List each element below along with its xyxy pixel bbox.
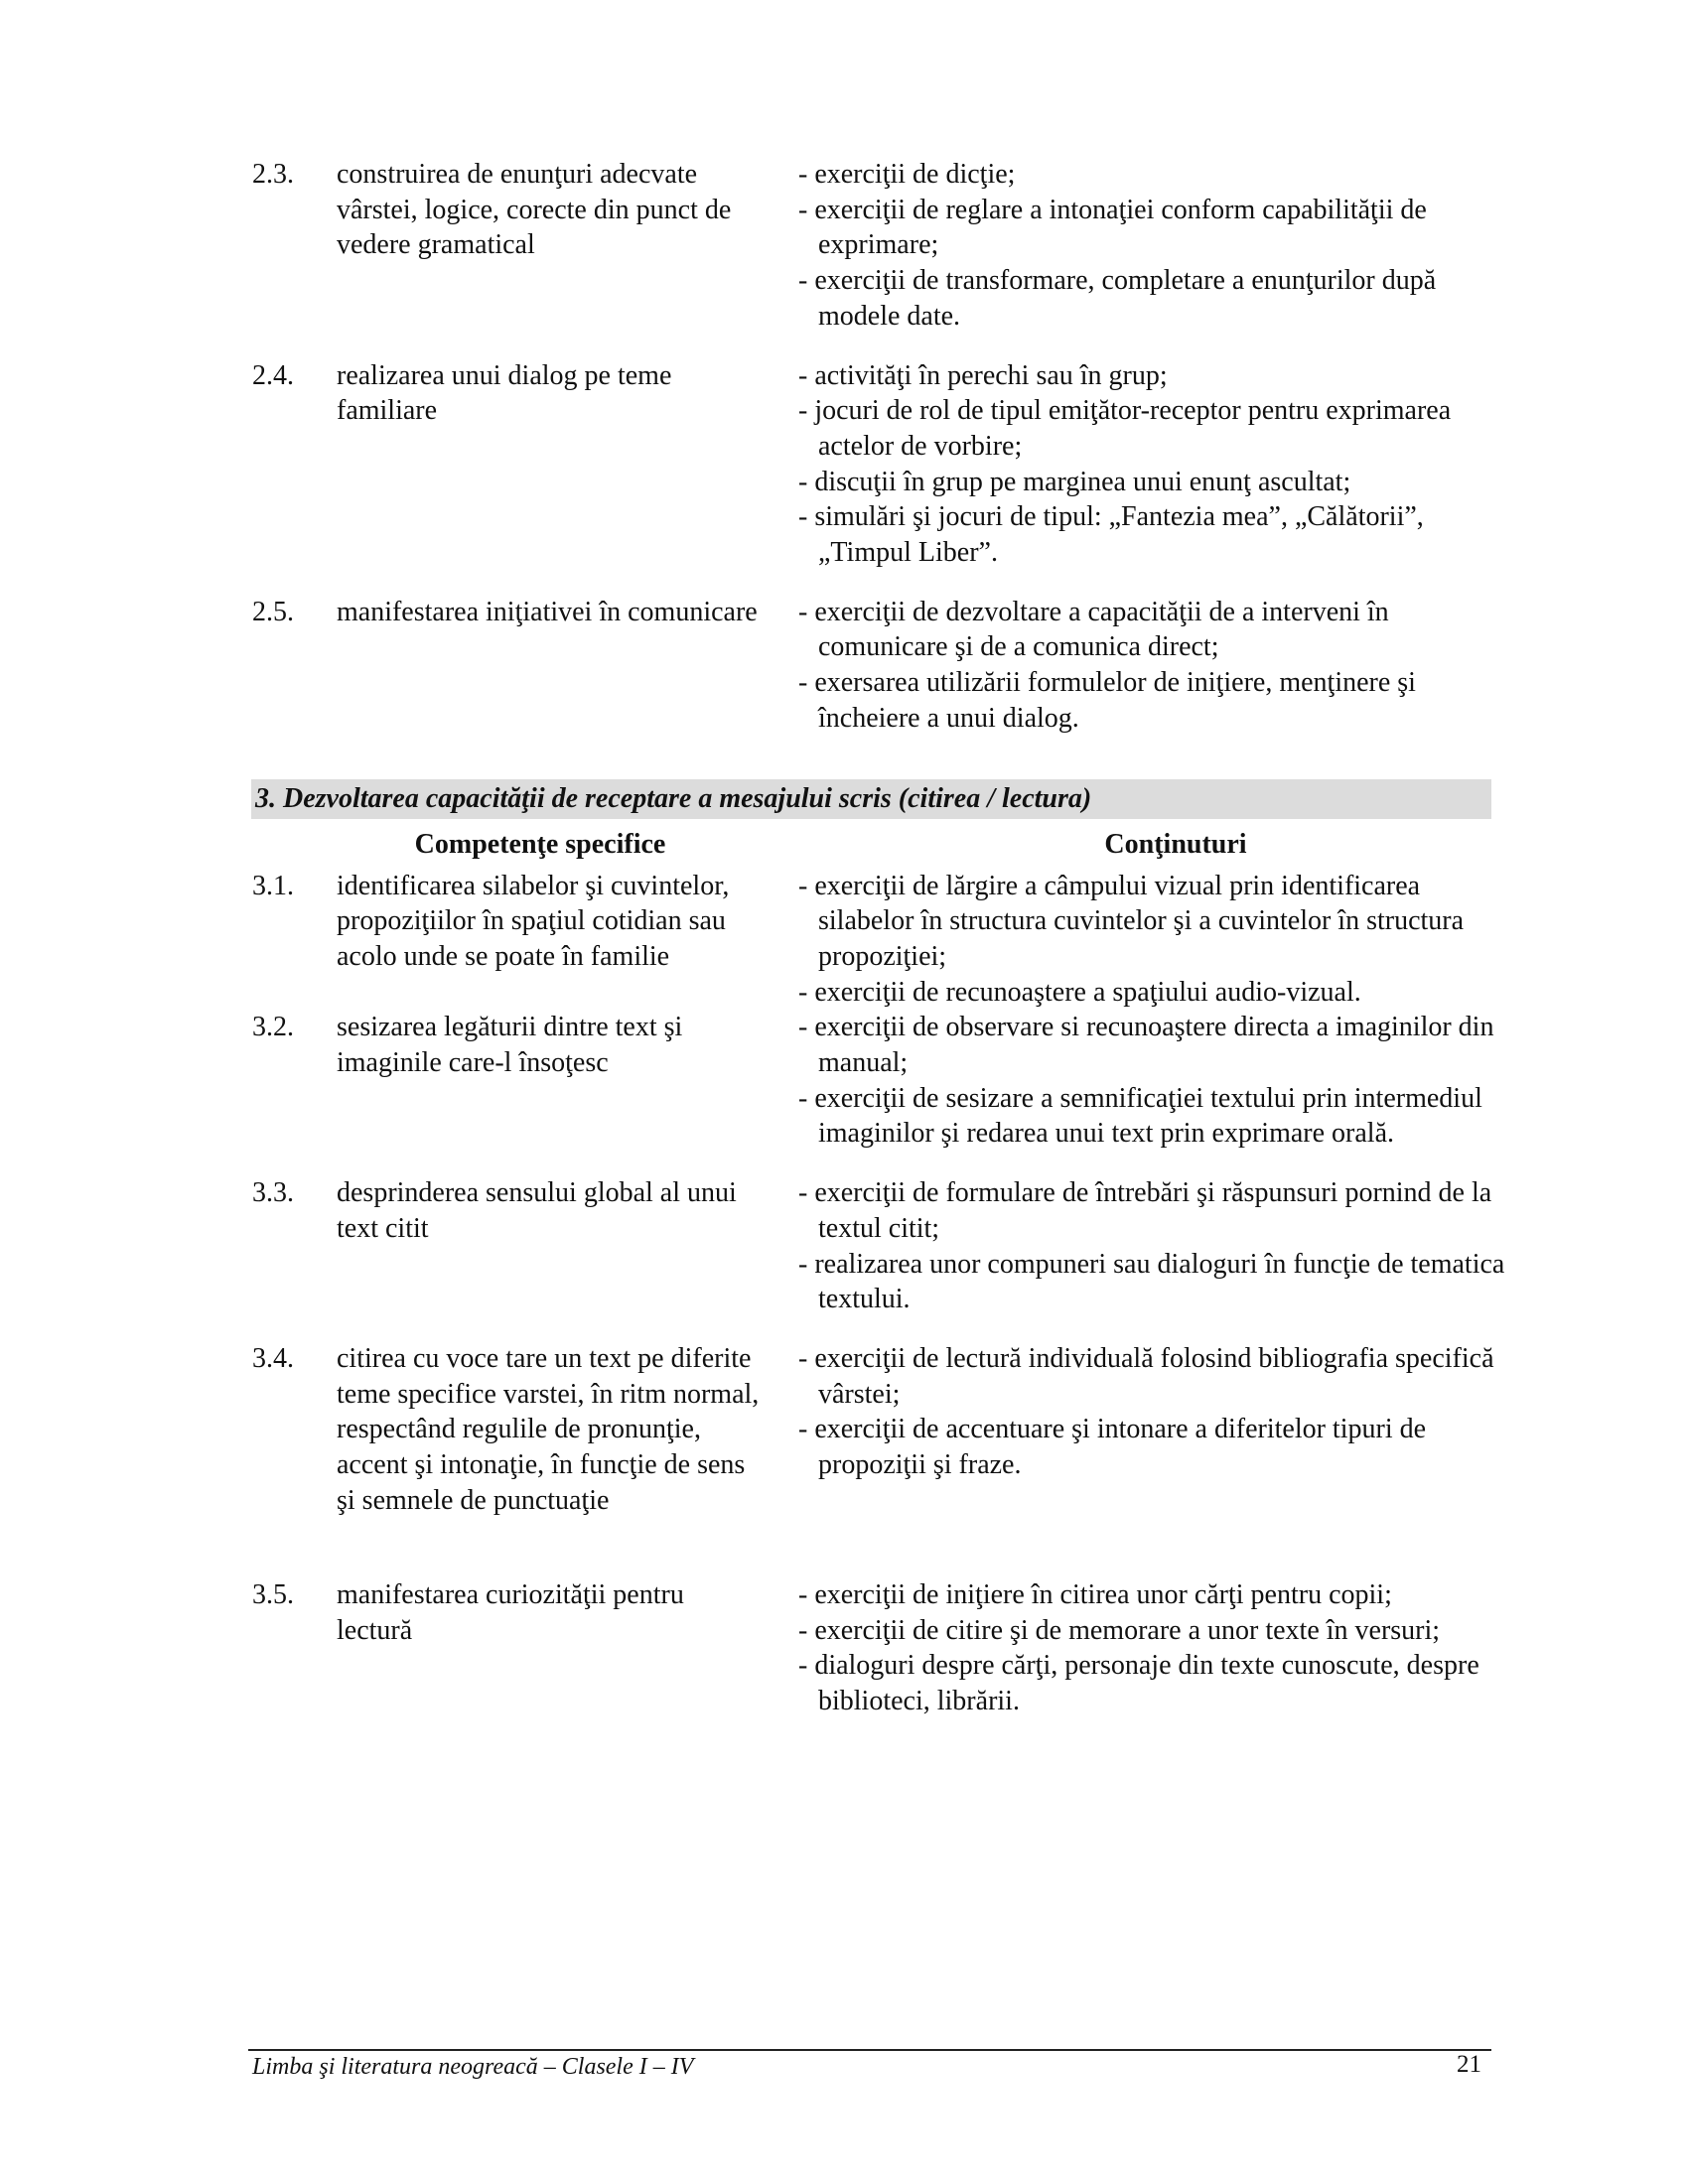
contents-item: - exerciţii de accentuare şi intonare a diferitelor tipuri de propoziţii şi fraze. bbox=[798, 1414, 1427, 1481]
competence-number: 3.5. bbox=[252, 1578, 294, 1610]
footer-title: Limba şi literatura neogreacă – Clasele I – IV bbox=[252, 2054, 694, 2080]
contents-item: - exersarea utilizării formulelor de iniţiere, menţinere şi încheiere a unui dialog. bbox=[798, 667, 1416, 734]
header-competences: Competenţe specifice bbox=[414, 828, 666, 860]
contents-item: - exerciţii de recunoaştere a spaţiului audio-vizual. bbox=[798, 976, 1361, 1008]
contents-item: - realizarea unor compuneri sau dialoguri în funcţie de tematica textului. bbox=[798, 1248, 1505, 1315]
contents-list bbox=[798, 157, 1513, 335]
page-number: 21 bbox=[1457, 2051, 1481, 2078]
contents-item: - exerciţii de sesizare a semnificaţiei textului prin intermediul imaginilor şi redarea unui text prin exprimare orală. bbox=[798, 1082, 1482, 1150]
competence-number: 2.3. bbox=[252, 159, 294, 190]
competence-text: desprinderea sensului global al unui text citit bbox=[337, 1177, 737, 1244]
footer-divider bbox=[248, 2049, 1491, 2051]
contents-item: - exerciţii de observare si recunoaştere directa a imaginilor din manual; bbox=[798, 1012, 1494, 1079]
contents-item: - exerciţii de lărgire a câmpului vizual prin identificarea silabelor în structura cuvintelor şi a cuvintelor în structura propoziţiei; bbox=[798, 870, 1465, 972]
competence-row-3-4 bbox=[252, 1341, 1493, 1554]
competence-text: realizarea unui dialog pe teme familiare bbox=[337, 359, 672, 427]
contents-list bbox=[798, 869, 1513, 1011]
competence-text: construirea de enunţuri adecvate vârstei, logice, corecte din punct de vedere gramatical bbox=[337, 159, 732, 261]
contents-item: - exerciţii de citire şi de memorare a unor texte în versuri; bbox=[798, 1614, 1441, 1646]
contents-item: - exerciţii de transformare, completare a enunţurilor după modele date. bbox=[798, 265, 1437, 332]
competence-number: 3.2. bbox=[252, 1012, 294, 1043]
competence-number: 2.4. bbox=[252, 359, 294, 391]
competence-row-2-3 bbox=[252, 157, 1493, 335]
competence-row-3-5 bbox=[252, 1577, 1493, 1719]
section-title: 3. Dezvoltarea capacităţii de receptare a mesajului scris (citirea / lectura) bbox=[251, 779, 1491, 819]
contents-list bbox=[798, 1577, 1513, 1719]
competence-row-3-3 bbox=[252, 1175, 1505, 1317]
competence-row-3-1 bbox=[252, 869, 1493, 1011]
contents-item: - exerciţii de dicţie; bbox=[798, 159, 1016, 190]
competence-row-2-5 bbox=[252, 595, 1493, 737]
contents-list bbox=[798, 1175, 1513, 1317]
contents-item: - exerciţii de reglare a intonaţiei conform capabilităţii de exprimare; bbox=[798, 194, 1427, 261]
contents-item: - exerciţii de formulare de întrebări şi răspunsuri pornind de la textul citit; bbox=[798, 1177, 1492, 1244]
competence-text: sesizarea legăturii dintre text şi imaginile care-l însoţesc bbox=[337, 1012, 683, 1079]
competence-number: 2.5. bbox=[252, 596, 294, 627]
contents-item: - exerciţii de dezvoltare a capacităţii de a interveni în comunicare şi de a comunica direct; bbox=[798, 596, 1389, 663]
competence-number: 3.4. bbox=[252, 1342, 294, 1374]
contents-item: - simulări şi jocuri de tipul: „Fantezia mea”, „Călătorii”, „Timpul Liber”. bbox=[798, 501, 1424, 569]
contents-item: - discuţii în grup pe marginea unui enunţ ascultat; bbox=[798, 466, 1351, 497]
column-headers bbox=[252, 823, 1493, 869]
competence-number: 3.3. bbox=[252, 1177, 294, 1209]
contents-item: - exerciţii de iniţiere în citirea unor cărţi pentru copii; bbox=[798, 1578, 1392, 1610]
contents-item: - activităţi în perechi sau în grup; bbox=[798, 359, 1168, 391]
competence-row-3-2 bbox=[252, 1010, 1493, 1152]
page-content bbox=[252, 157, 1505, 1719]
contents-list bbox=[798, 1341, 1513, 1483]
contents-item: - jocuri de rol de tipul emiţător-receptor pentru exprimarea actelor de vorbire; bbox=[798, 395, 1452, 462]
competence-text: identificarea silabelor şi cuvintelor, propoziţiilor în spaţiul cotidian sau acolo unde se poate în familie bbox=[337, 870, 730, 972]
competence-text: manifestarea curiozităţii pentru lectură bbox=[337, 1578, 684, 1646]
contents-list bbox=[798, 595, 1513, 737]
header-contents: Conţinuturi bbox=[1104, 828, 1247, 860]
competence-row-2-4 bbox=[252, 358, 1493, 571]
competence-number: 3.1. bbox=[252, 870, 294, 901]
competence-text: citirea cu voce tare un text pe diferite teme specifice varstei, în ritm normal, respectând regulile de pronunţie, accent şi intonaţie, în funcţie de sens şi semnele de punctuaţie bbox=[337, 1342, 760, 1516]
contents-list bbox=[798, 358, 1513, 571]
contents-item: - exerciţii de lectură individuală folosind bibliografia specifică vârstei; bbox=[798, 1342, 1494, 1410]
contents-list bbox=[798, 1010, 1513, 1152]
competence-text: manifestarea iniţiativei în comunicare bbox=[337, 596, 758, 627]
contents-item: - dialoguri despre cărţi, personaje din texte cunoscute, despre biblioteci, librării. bbox=[798, 1650, 1479, 1717]
